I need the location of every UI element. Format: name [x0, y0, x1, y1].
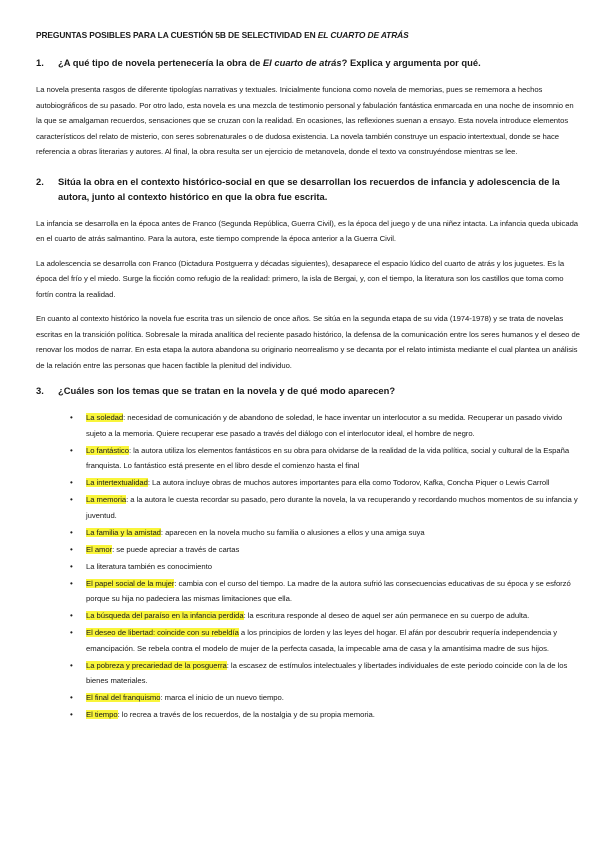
theme-item — [70, 658, 580, 689]
question-text: ¿Cuáles son los temas que se tratan en la novela y de qué modo aparecen? — [58, 385, 396, 396]
answer-2-paragraph-3: En cuanto al contexto histórico la novela fue escrita tras un silencio de once años. Se sitúa en la segunda etapa de su vida (1974-1978) y se trata de novelas escritas en la transición política. Sobresale la mirada analítica del reciente pasado histórico, la defensa de la comunicación entre los seres humanos y el deseo de renovar los modos de narrar. En esta etapa la autora abandona su originario neorrealismo y se decanta por el relato intimista mediante el cual plantea un análisis de la relación entre las personas que hacen factible la plenitud del individuo. — [36, 314, 580, 370]
theme-text: : se puede apreciar a través de cartas — [112, 544, 240, 554]
theme-text: a los principios de lorden y las leyes del hogar. El afán por descubrir requería independencia y emancipación. Se rebela contra el modelo de mujer de la perfecta casada, la impecable ama de casa y la amantísima madre de sus hijos. — [86, 628, 558, 653]
theme-label: El papel social de la mujer — [86, 578, 175, 588]
theme-text: : lo recrea a través de los recuerdos, de la nostalgia y de su propia memoria. — [117, 710, 375, 719]
theme-text: : la autora utiliza los elementos fantásticos en su obra para olvidarse de la realidad de la vida política, social y cultural de la España franquista. Lo fantástico está presente en el libro desde el comienzo hasta el final — [86, 445, 570, 470]
question-text: ¿A qué tipo de novela pertenecería la obra de El cuarto de atrás? Explica y argumenta por qué. — [58, 57, 481, 68]
theme-item — [70, 576, 580, 607]
theme-label: El final del franquismo — [86, 693, 161, 702]
bullet-icon: • — [70, 561, 73, 571]
theme-text: : la escritura responde al deseo de aquel ser aún permanece en su cuerpo de adulta. — [243, 611, 530, 620]
theme-item — [70, 608, 580, 624]
theme-text: : marca el inicio de un nuevo tiempo. — [160, 693, 284, 702]
theme-text: : aparecen en la novela mucho su familia o alusiones a ellos y una amiga suya — [160, 527, 425, 537]
theme-text: : necesidad de comunicación y de abandono de soledad, le hace inventar un interlocutor a su medida. Recuperar un pasado vivido sujeto a la memoria. Quiere recuperar ese pasado a través del diálogo con el interlocutor ideal, el hombre de negro. — [86, 413, 563, 438]
theme-item — [70, 559, 580, 575]
answer-2-paragraph-2: La adolescencia se desarrolla con Franco (Dictadura Postguerra y décadas siguientes), desaparece el espacio lúdico del cuarto de atrás y los juguetes. Es la época del frío y el miedo. Surge la ficción como refugio de la realidad: primero, la isla de Bergai, y, con el tiempo, la literatura son los castillos que toma como fortín contra la realidad. — [36, 258, 565, 299]
bullet-icon: • — [70, 445, 73, 455]
bullet-icon: • — [70, 413, 73, 422]
question-3 — [36, 383, 580, 398]
theme-label: La pobreza y precariedad de la posguerra — [86, 660, 227, 670]
question-2 — [36, 174, 580, 204]
title-prefix: PREGUNTAS POSIBLES PARA LA CUESTIÓN 5B DE SELECTIVIDAD EN — [36, 30, 318, 40]
question-1 — [36, 55, 580, 70]
theme-label: La familia y la amistad — [86, 527, 161, 537]
bullet-icon: • — [70, 660, 73, 670]
theme-item — [70, 690, 580, 706]
question-number: 2. — [36, 175, 44, 187]
themes-list — [36, 410, 580, 723]
theme-item — [70, 410, 580, 441]
answer-1-paragraph: La novela presenta rasgos de diferente tipologías narrativas y textuales. Inicialmente funciona como novela de memorias, pues se rememora a hechos autobiográficos de su pasado. Por otro lado, esta novela es una mezcla de testimonio personal y fabulación fantástica enmarcada en una noche de insomnio en la que se amalgaman recuerdos, sensaciones que se cruzan con la realidad. En ocasiones, las reflexiones suenan a ensayo. Esta novela introduce elementos característicos del relato de misterio, con seres sobrenaturales o de dudosa existencia. La novela también construye un espacio intertextual, donde se hace referencia a obras literarias y autores. Al final, la obra resulta ser un ejercicio de metanovela, donde el texto va construyéndose mientras se lee. — [36, 85, 574, 156]
bullet-icon: • — [70, 611, 73, 620]
bullet-icon: • — [70, 544, 73, 554]
theme-text: La literatura también es conocimiento — [86, 561, 212, 571]
question-number: 1. — [36, 57, 44, 68]
question-number: 3. — [36, 385, 44, 396]
theme-text: : La autora incluye obras de muchos autores importantes para ella como Todorov, Kafka, Concha Piquer o Lewis Carroll — [147, 478, 550, 487]
theme-item — [70, 475, 580, 491]
bullet-icon: • — [70, 478, 73, 487]
theme-label: El tiempo — [86, 710, 118, 719]
theme-label: La memoria — [86, 495, 127, 504]
theme-label: La búsqueda del paraíso en la infancia perdida — [86, 611, 244, 620]
theme-label: Lo fantástico — [86, 445, 129, 455]
theme-item — [70, 525, 580, 541]
theme-label: El deseo de libertad: coincide con su rebeldía — [86, 628, 239, 637]
theme-item — [70, 492, 580, 523]
answer-2-paragraph-1: La infancia se desarrolla en la época antes de Franco (Segunda República, Guerra Civil), es la época del juego y de una niñez intacta. La infancia queda ubicada en el cuarto de atrás salmantino. Para la autora, este tiempo comprende la época anterior a la Guerra Civil. — [36, 218, 579, 243]
theme-label: El amor — [86, 544, 113, 554]
bullet-icon: • — [70, 693, 73, 702]
theme-item — [70, 443, 580, 474]
theme-label: La soledad — [86, 413, 124, 422]
bullet-icon: • — [70, 578, 73, 588]
theme-text: : la escasez de estímulos intelectuales y libertades individuales de este periodo coincide con la de los bienes materiales. — [86, 660, 568, 685]
document-title — [36, 30, 580, 41]
bullet-icon: • — [70, 495, 73, 504]
theme-text: : a la autora le cuesta recordar su pasado, pero durante la novela, la va recuperando y recordando muchos momentos de su infancia y juventud. — [86, 495, 578, 520]
theme-text: : cambia con el curso del tiempo. La madre de la autora sufrió las consecuencias educativas de su época y se esforzó porque su hija no padeciera las mismas limitaciones que ella. — [86, 578, 571, 603]
bullet-icon: • — [70, 710, 73, 719]
theme-item — [70, 625, 580, 656]
theme-item — [70, 707, 580, 723]
theme-item — [70, 542, 580, 558]
theme-label: La intertextualidad — [86, 478, 148, 487]
question-text: Sitúa la obra en el contexto histórico-social en que se desarrollan los recuerdos de infancia y adolescencia de la autora, junto al contexto histórico en que la obra fue escrita. — [58, 175, 560, 202]
title-work: EL CUARTO DE ATRÁS — [317, 30, 409, 40]
bullet-icon: • — [70, 527, 73, 537]
bullet-icon: • — [70, 628, 73, 637]
